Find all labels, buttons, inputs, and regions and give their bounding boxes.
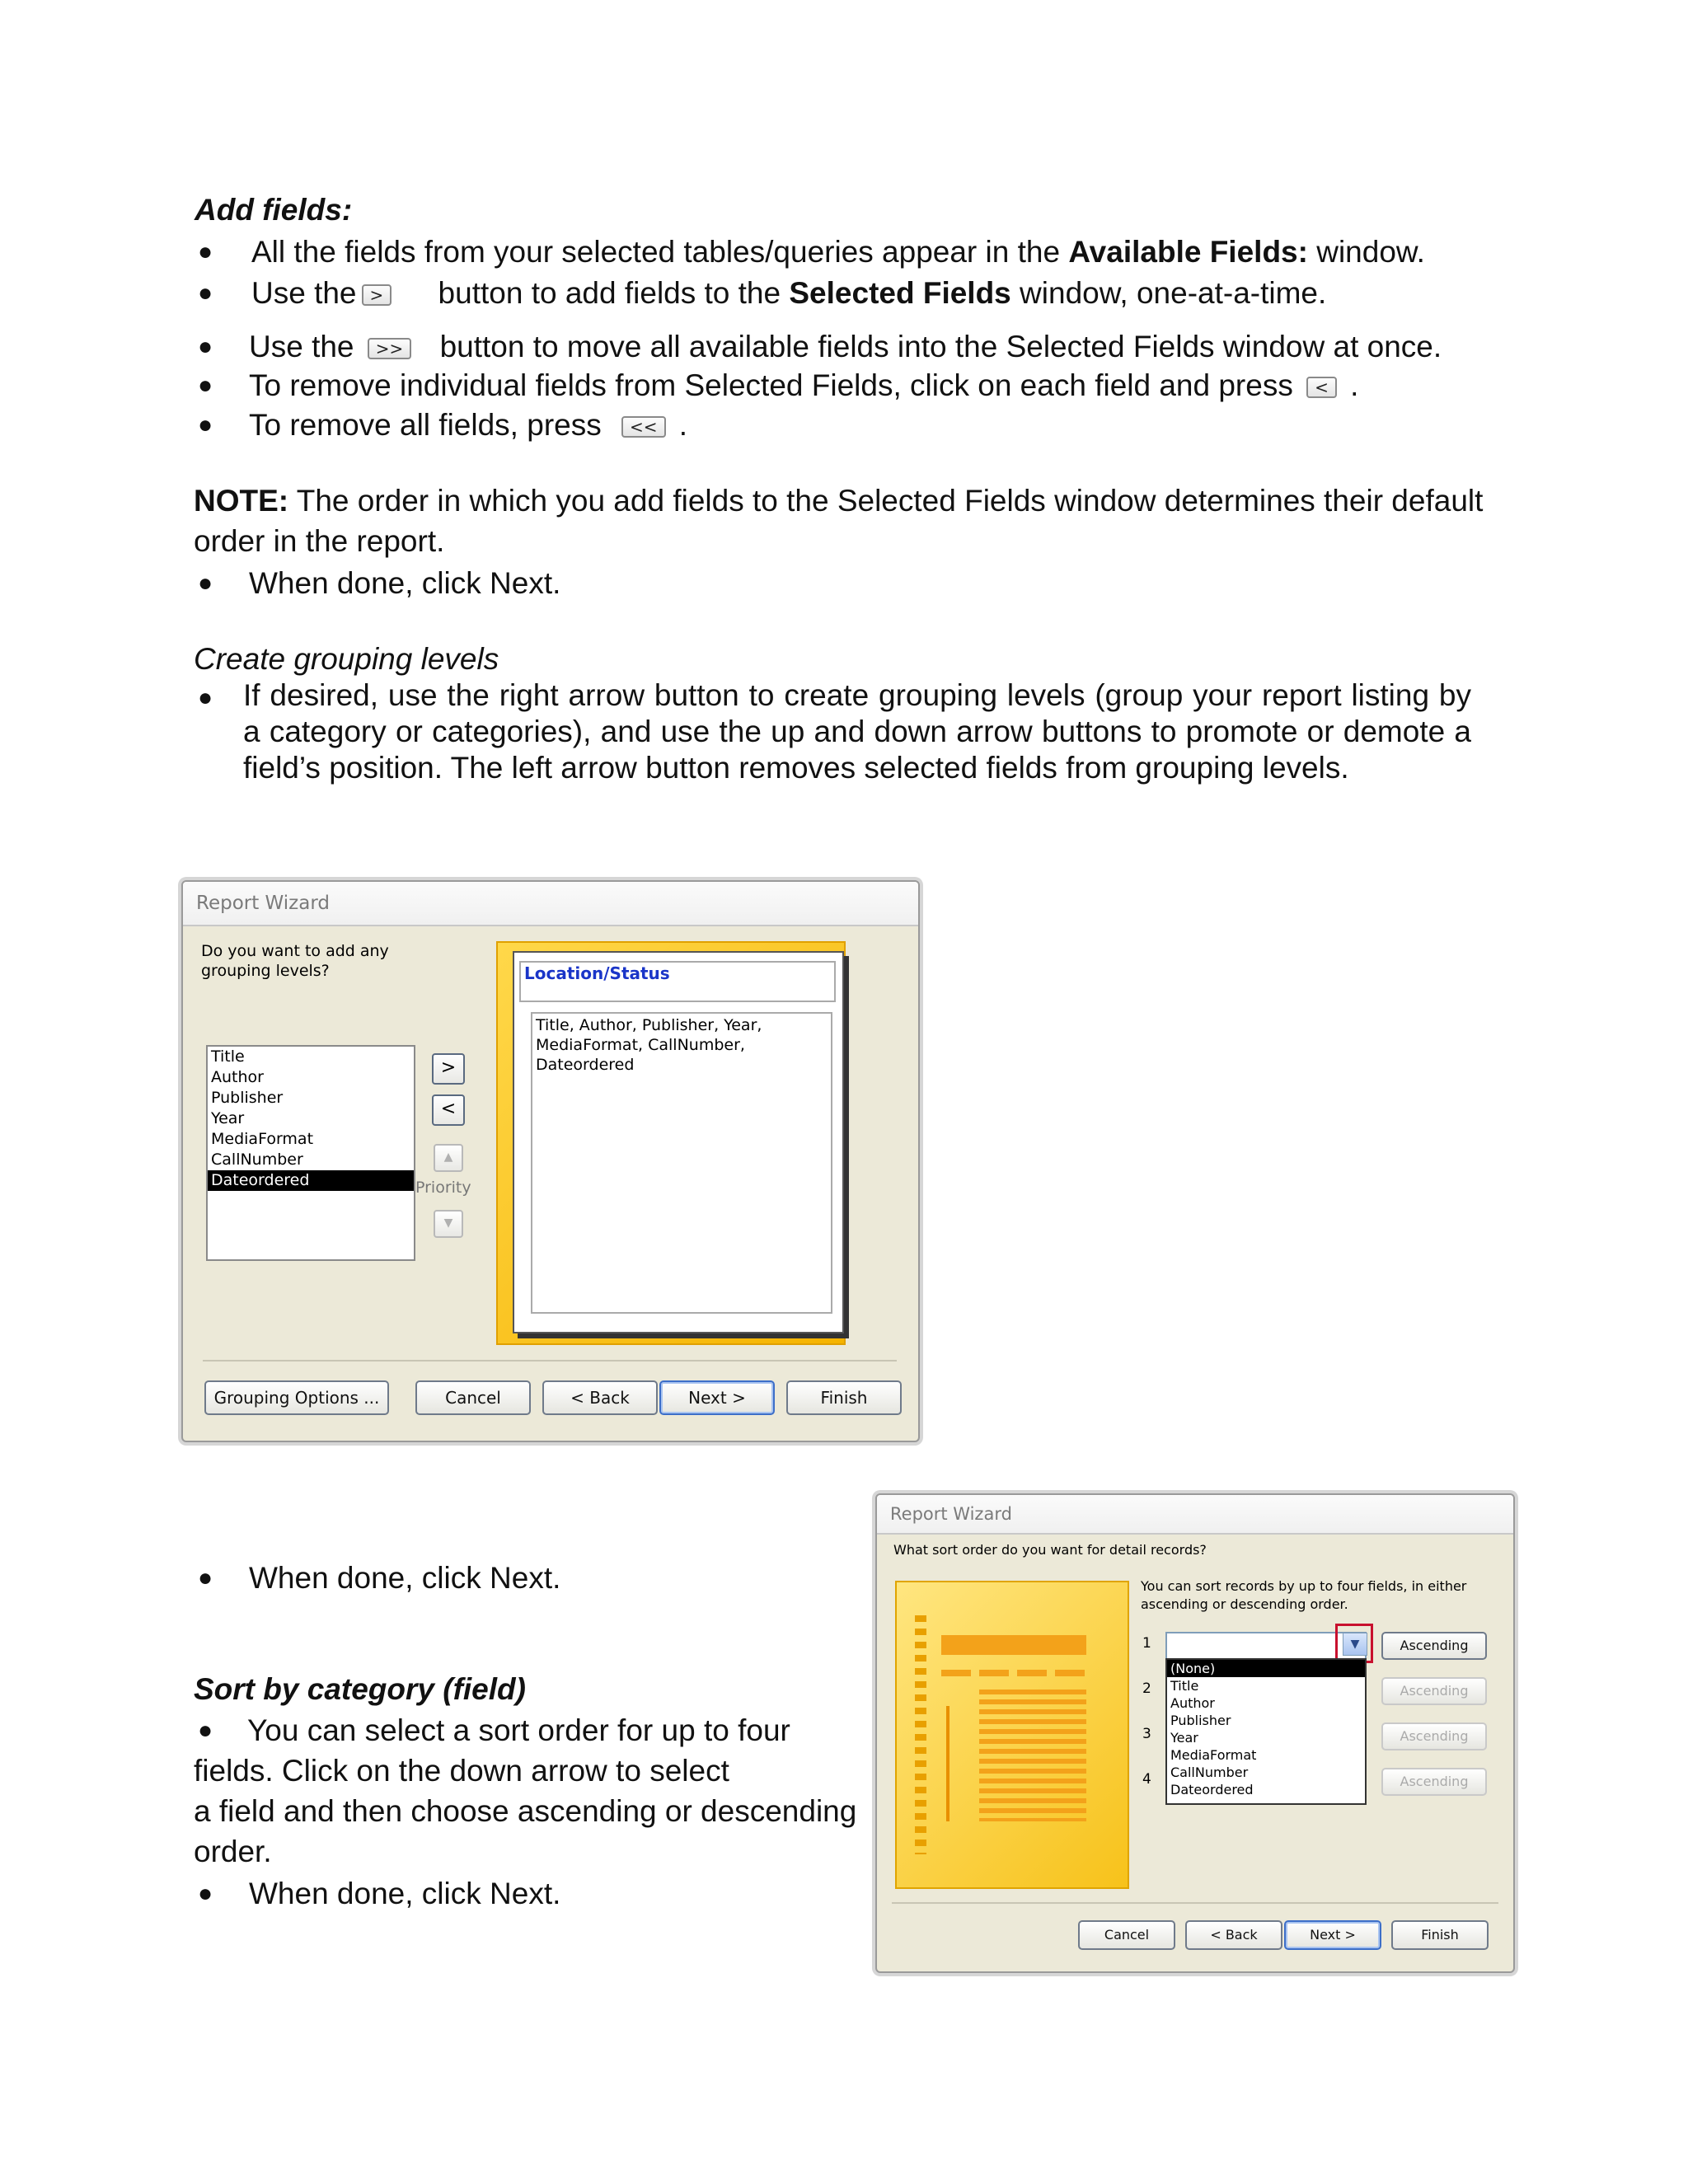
preview-arrow	[946, 1706, 950, 1821]
grouping-question: Do you want to add any grouping levels?	[201, 942, 389, 980]
list-item[interactable]: Title	[1170, 1678, 1199, 1694]
grouping-paragraph: If desired, use the right arrow button to create grouping levels (group your report listing by a category or categories), and use the up and down arrow buttons to promote or demote a field’s position. The left arrow button removes selected fields from grouping levels.	[243, 678, 1471, 785]
grouping-options-button[interactable]: Grouping Options ...	[204, 1380, 389, 1415]
sort-question: What sort order do you want for detail records?	[893, 1542, 1207, 1558]
list-item[interactable]: Publisher	[1170, 1713, 1231, 1728]
group-header-box	[519, 961, 836, 1002]
bullet: ●	[198, 569, 213, 597]
sort-done-text-2: When done, click Next.	[249, 1877, 561, 1910]
note-line-1: NOTE: The order in which you add fields to the Selected Fields window determines their default	[194, 484, 1484, 518]
add-all-button-image: >>	[368, 338, 412, 359]
list-item[interactable]: Year	[211, 1109, 245, 1127]
add-fields-heading: Add fields:	[195, 193, 353, 227]
preview-ruler	[915, 1615, 926, 1854]
list-item[interactable]: Year	[1170, 1730, 1198, 1746]
list-item[interactable]: Title	[211, 1047, 245, 1066]
divider	[892, 1902, 1498, 1904]
finish-button[interactable]: Finish	[786, 1380, 902, 1415]
sort-field-options-list[interactable]	[1165, 1658, 1367, 1805]
report-wizard-sort	[875, 1493, 1515, 1973]
bullet-text-remove-one: To remove individual fields from Selected Fields, click on each field and press < .	[249, 368, 1359, 402]
dropdown-highlight	[1335, 1624, 1373, 1663]
list-item[interactable]: Author	[1170, 1695, 1215, 1711]
sort-line-3: a field and then choose ascending or descending	[194, 1794, 857, 1828]
bullet: ●	[198, 238, 213, 265]
sort-hint: You can sort records by up to four fields, in either ascending or descending order.	[1141, 1578, 1467, 1612]
bullet: ●	[198, 1880, 213, 1907]
priority-label: Priority	[415, 1179, 471, 1197]
bullet: ●	[198, 684, 213, 711]
preview-page	[513, 951, 844, 1333]
wizard-title: Report Wizard	[877, 1495, 1513, 1535]
list-item[interactable]: Dateordered	[208, 1170, 414, 1191]
bullet: ●	[198, 1564, 213, 1591]
sort-row-number: 1	[1142, 1635, 1151, 1652]
bullet: ●	[198, 411, 213, 438]
bullet: ●	[198, 1717, 213, 1744]
sort-row-number: 4	[1142, 1771, 1151, 1788]
finish-button[interactable]: Finish	[1391, 1920, 1489, 1950]
list-item[interactable]: Dateordered	[1170, 1782, 1254, 1797]
cancel-button[interactable]: Cancel	[1078, 1920, 1175, 1950]
sort-done-text: When done, click Next.	[249, 1561, 561, 1595]
preview-rows	[979, 1690, 1086, 1821]
remove-field-button-image: <	[1306, 377, 1337, 398]
note-line-2: order in the report.	[194, 524, 445, 558]
list-item[interactable]: MediaFormat	[211, 1130, 314, 1148]
back-button[interactable]: < Back	[542, 1380, 658, 1415]
bullet-text-add-one: Use the > button to add fields to the Selected Fields window, one-at-a-time.	[251, 276, 1327, 310]
ascending-toggle-3[interactable]: Ascending	[1381, 1722, 1487, 1750]
group-detail-box: Title, Author, Publisher, Year, MediaFormat, CallNumber, Dateordered	[531, 1012, 832, 1314]
sort-line-1: You can select a sort order for up to four	[247, 1713, 790, 1747]
wizard-title: Report Wizard	[183, 882, 918, 926]
divider	[203, 1360, 897, 1361]
priority-down-icon[interactable]: ▼	[434, 1210, 463, 1238]
grouping-heading: Create grouping levels	[194, 642, 499, 676]
bullet: ●	[198, 333, 213, 360]
ascending-toggle-2[interactable]: Ascending	[1381, 1677, 1487, 1705]
list-item[interactable]: CallNumber	[1170, 1765, 1249, 1780]
list-item[interactable]: CallNumber	[211, 1151, 303, 1169]
add-group-button[interactable]: >	[432, 1053, 465, 1085]
sort-line-4: order.	[194, 1835, 272, 1868]
remove-group-button[interactable]: <	[432, 1094, 465, 1126]
sort-row-number: 2	[1142, 1680, 1151, 1697]
note-done-text: When done, click Next.	[249, 566, 561, 600]
bullet-text-remove-all: To remove all fields, press << .	[249, 408, 688, 442]
list-item[interactable]: MediaFormat	[1170, 1747, 1257, 1763]
bullet: ●	[198, 372, 213, 399]
sort-line-2: fields. Click on the down arrow to select	[194, 1754, 729, 1788]
preview-frame	[496, 941, 846, 1345]
priority-up-icon[interactable]: ▲	[434, 1144, 463, 1172]
back-button[interactable]: < Back	[1185, 1920, 1282, 1950]
remove-all-button-image: <<	[621, 416, 666, 438]
cancel-button[interactable]: Cancel	[415, 1380, 531, 1415]
preview-bar	[941, 1635, 1086, 1655]
ascending-toggle-1[interactable]: Ascending	[1381, 1632, 1487, 1660]
sort-heading: Sort by category (field)	[194, 1672, 526, 1706]
next-button[interactable]: Next >	[1284, 1920, 1381, 1950]
list-item[interactable]: Author	[211, 1068, 264, 1086]
sort-row-number: 3	[1142, 1726, 1151, 1742]
bullet-text-add-all: Use the >> button to move all available fields into the Selected Fields window at once.	[249, 330, 1442, 363]
group-header-label: Location/Status	[524, 963, 670, 983]
available-fields-list[interactable]	[206, 1045, 415, 1261]
add-field-button-image: >	[362, 284, 392, 306]
sort-preview-image	[895, 1581, 1129, 1889]
list-item[interactable]: Publisher	[211, 1089, 284, 1107]
report-wizard-grouping	[181, 880, 920, 1442]
ascending-toggle-4[interactable]: Ascending	[1381, 1768, 1487, 1796]
bullet: ●	[198, 279, 213, 307]
bullet-text-available-fields: All the fields from your selected tables/queries appear in the Available Fields: window.	[251, 235, 1425, 269]
chevron-down-icon[interactable]: ▼	[1343, 1633, 1367, 1656]
list-item[interactable]: (None)	[1167, 1660, 1365, 1677]
next-button[interactable]: Next >	[659, 1380, 775, 1415]
preview-bar	[941, 1670, 1086, 1676]
